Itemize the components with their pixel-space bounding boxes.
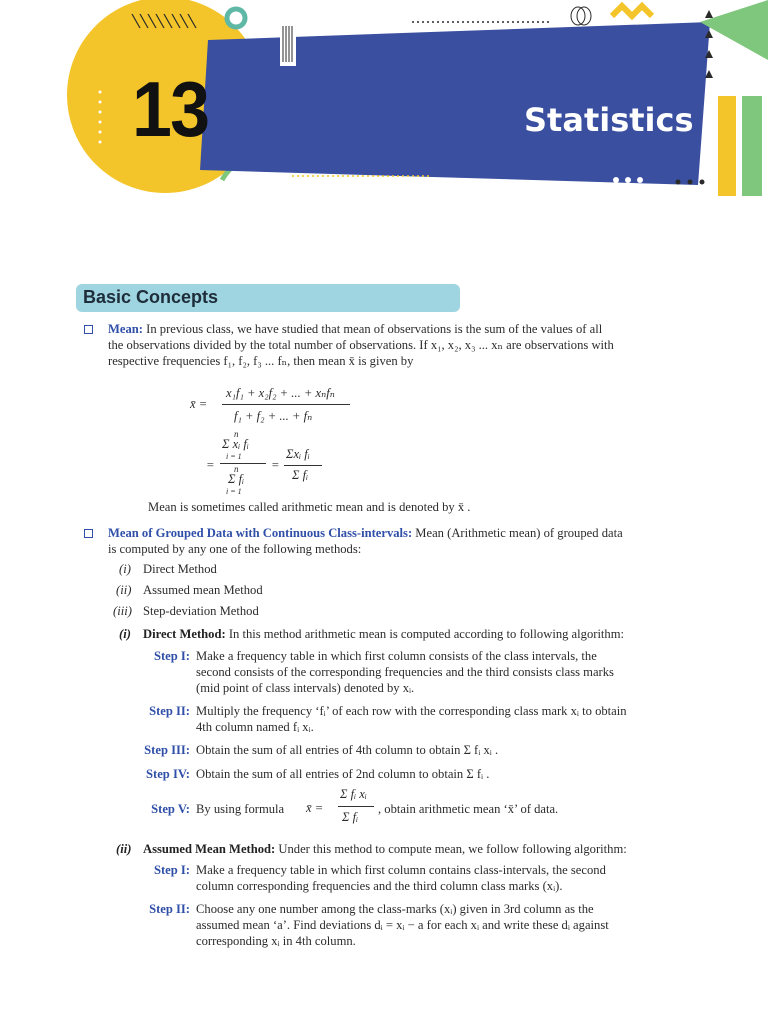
- sum-lower-limit: i = 1: [226, 487, 242, 496]
- mean-paragraph-line1: [108, 321, 698, 337]
- method-number: (i): [119, 562, 131, 576]
- formula-numerator: x₁f₁ + x₂f₂ + ... + xₙfₙ: [226, 386, 335, 400]
- sum-lower-limit: i = 1: [226, 452, 242, 461]
- method-name: Direct Method: [143, 562, 217, 576]
- green-bar-decoration: [742, 96, 762, 196]
- chapter-number: 13: [132, 65, 209, 153]
- chapter-banner: [0, 0, 768, 215]
- step-label: Step I:: [153, 649, 190, 663]
- step-text: column corresponding frequencies and the third column class marks (xᵢ).: [196, 879, 563, 893]
- equals-sign: =: [271, 458, 280, 472]
- step-text: Make a frequency table in which first column consists of the class intervals, the: [196, 649, 597, 663]
- fraction-line: [338, 806, 374, 807]
- fraction-line: [284, 465, 322, 466]
- step-label: Step IV:: [146, 767, 190, 781]
- fraction-line: [220, 463, 266, 464]
- assumed-method-title: Assumed Mean Method:: [143, 842, 276, 856]
- step-label: Step II:: [149, 902, 190, 916]
- step-text: Obtain the sum of all entries of 2nd column to obtain Σ fᵢ .: [196, 767, 490, 781]
- assumed-method-heading: [143, 841, 703, 857]
- mean-note: Mean is sometimes called arithmetic mean and is denoted by x̄ .: [148, 500, 471, 514]
- step-label: Step III:: [144, 743, 190, 757]
- sum-upper-limit: n: [234, 429, 239, 439]
- formula-denominator: f₁ + f₂ + ... + fₙ: [234, 409, 313, 423]
- method-number: (iii): [113, 604, 132, 618]
- step-text: Obtain the sum of all entries of 4th column to obtain Σ fᵢ xᵢ .: [196, 743, 499, 757]
- checkbox-bullet-icon: [84, 529, 93, 538]
- equals-sign: =: [206, 458, 215, 472]
- method-name: Step-deviation Method: [143, 604, 259, 618]
- step-text: assumed mean ‘a’. Find deviations dᵢ = xᵢ − a for each xᵢ and write these dᵢ against: [196, 918, 609, 932]
- sum-numerator: Σ xᵢ fᵢ: [222, 437, 249, 451]
- formula-lhs: x̄ =: [306, 801, 324, 815]
- direct-method-title: Direct Method:: [143, 627, 226, 641]
- grouped-paragraph-line1: [108, 525, 708, 541]
- section-header: [76, 284, 460, 312]
- direct-method-number: (i): [119, 627, 131, 641]
- yellow-bar-decoration: [718, 96, 736, 196]
- step-label: Step I:: [153, 863, 190, 877]
- formula-denominator: Σ fᵢ: [342, 810, 359, 824]
- step-text: second consists of the corresponding frequencies and the third consists class marks: [196, 665, 614, 679]
- sum-upper-limit: n: [234, 464, 239, 474]
- step-text: , obtain arithmetic mean ‘x̄’ of data.: [378, 802, 559, 816]
- step-text: corresponding xᵢ in 4th column.: [196, 934, 356, 948]
- method-number: (ii): [116, 583, 132, 597]
- mean-label: Mean:: [108, 322, 143, 336]
- mean-text-line2: the observations divided by the total number of observations. If x₁, x₂, x₃ ... xₙ are observations with: [108, 338, 614, 352]
- step-text: (mid point of class intervals) denoted by xᵢ.: [196, 681, 415, 695]
- step-label: Step II:: [149, 704, 190, 718]
- mean-text-line3: respective frequencies f₁, f₂, f₃ ... fₙ, then mean x̄ is given by: [108, 354, 414, 368]
- short-denominator: Σ fᵢ: [292, 468, 309, 482]
- step-text: Multiply the frequency ‘fᵢ’ of each row with the corresponding class mark xᵢ to obtain: [196, 704, 627, 718]
- green-triangle-decoration: [700, 0, 768, 60]
- step-text: Make a frequency table in which first column contains class-intervals, the second: [196, 863, 606, 877]
- teal-ring-decoration: [227, 9, 245, 27]
- direct-method-heading: [143, 626, 703, 642]
- short-numerator: Σxᵢ fᵢ: [286, 447, 310, 461]
- grouped-text-line2: is computed by any one of the following methods:: [108, 542, 362, 556]
- step-text: 4th column named fᵢ xᵢ.: [196, 720, 314, 734]
- sum-denominator: Σ fᵢ: [228, 472, 245, 486]
- formula-lhs: x̄ =: [190, 397, 208, 411]
- chapter-title: Statistics: [524, 101, 694, 139]
- checkbox-bullet-icon: [84, 325, 93, 334]
- section-title: Basic Concepts: [83, 287, 219, 307]
- mean-text-line1: In previous class, we have studied that mean of observations is the sum of the values of all: [146, 322, 603, 336]
- method-name: Assumed mean Method: [143, 583, 263, 597]
- grouped-text-line1: Mean (Arithmetic mean) of grouped data: [415, 526, 623, 540]
- assumed-method-number: (ii): [116, 842, 132, 856]
- assumed-method-intro: Under this method to compute mean, we follow following algorithm:: [278, 842, 627, 856]
- step-text: By using formula: [196, 802, 285, 816]
- step-label: Step V:: [151, 802, 190, 816]
- fraction-line: [222, 404, 350, 405]
- direct-method-intro: In this method arithmetic mean is computed according to following algorithm:: [228, 627, 625, 641]
- grouped-label: Mean of Grouped Data with Continuous Class-intervals:: [108, 526, 413, 540]
- step-text: Choose any one number among the class-marks (xᵢ) given in 3rd column as the: [196, 902, 594, 916]
- formula-numerator: Σ fᵢ xᵢ: [340, 787, 367, 801]
